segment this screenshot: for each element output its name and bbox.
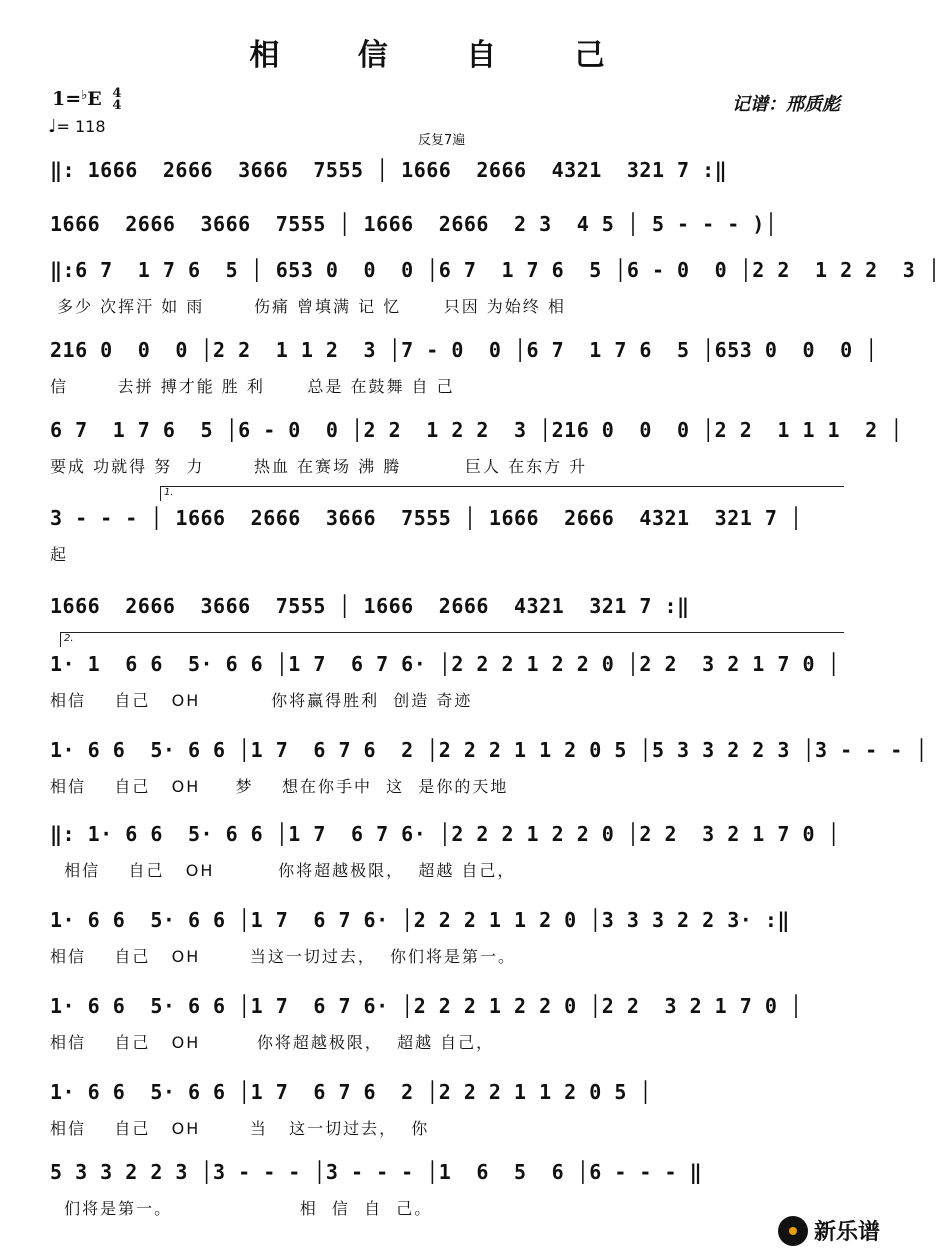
lyric-line: 相信 自己 OH 当这一切过去， 你们将是第一。	[50, 947, 517, 966]
vinyl-disc-icon	[778, 1216, 808, 1246]
lyric-line: 相信 自己 OH 你将超越极限， 超越 自己，	[50, 861, 516, 880]
score-system	[50, 1160, 840, 1222]
notation-line: 6 7 1 7 6 5 │6 - 0 0 │2 2 1 2 2 3 │216 0 0 0 │2 2 1 1 1 2 │	[50, 418, 903, 442]
notation-line: 1· 6 6 5· 6 6 │1 7 6 7 6· │2 2 2 1 1 2 0 │3 3 3 2 2 3· :‖	[50, 908, 790, 932]
score-system	[50, 258, 940, 320]
notation-line: 1· 6 6 5· 6 6 │1 7 6 7 6 2 │2 2 2 1 1 2 0 5 │	[50, 1080, 652, 1104]
site-logo[interactable]	[778, 1215, 880, 1246]
notation-line: 1· 1 6 6 5· 6 6 │1 7 6 7 6· │2 2 2 1 2 2 0 │2 2 3 2 1 7 0 │	[50, 652, 841, 676]
tempo-mark: ♩= 118	[48, 116, 106, 137]
key-signature: 1=♭E 4 4	[52, 86, 122, 113]
lyric-line: 多少 次挥汗 如 雨 伤痛 曾填满 记 忆 只因 为始终 相	[50, 297, 566, 316]
lyric-line: 起	[50, 545, 69, 564]
score-system	[50, 1080, 840, 1142]
transcriber-credit: 记谱：邢质彪	[732, 94, 840, 115]
score-system	[50, 994, 840, 1056]
notation-line: 1· 6 6 5· 6 6 │1 7 6 7 6 2 │2 2 2 1 1 2 0 5 │5 3 3 2 2 3 │3 - - - │	[50, 738, 928, 762]
lyric-line: 相信 自己 OH 你将超越极限， 超越 自己，	[50, 1033, 495, 1052]
volta-bracket-1: 1.	[160, 486, 844, 501]
notation-line: 1666 2666 3666 7555 │ 1666 2666 4321 321 7 :‖	[50, 594, 690, 618]
score-system	[50, 506, 840, 568]
volta-bracket-2: 2.	[60, 632, 844, 647]
score-system	[50, 822, 840, 884]
score-system	[50, 418, 903, 480]
lyric-line: 信 去拼 搏才能 胜 利 总是 在鼓舞 自 己	[50, 377, 455, 396]
score-system	[50, 338, 878, 400]
score-system	[50, 908, 840, 970]
score-system	[50, 652, 840, 714]
lyric-line: 相信 自己 OH 你将赢得胜利 创造 奇迹	[50, 691, 473, 710]
lyric-line: 相信 自己 OH 梦 想在你手中 这 是你的天地	[50, 777, 509, 796]
notation-line: ‖: 1· 6 6 5· 6 6 │1 7 6 7 6· │2 2 2 1 2 2 0 │2 2 3 2 1 7 0 │	[50, 822, 841, 846]
time-signature: 4 4	[112, 86, 122, 113]
song-title: 相 信 自 己	[249, 38, 639, 73]
score-system	[50, 594, 840, 656]
score-system	[50, 738, 928, 800]
quarter-note-icon: ♩	[48, 116, 57, 137]
notation-line: ‖: 1666 2666 3666 7555 │ 1666 2666 4321 321 7 :‖	[50, 158, 728, 182]
notation-line: 5 3 3 2 2 3 │3 - - - │3 - - - │1 6 5 6 │6 - - - ‖	[50, 1160, 703, 1184]
notation-line: 1666 2666 3666 7555 │ 1666 2666 2 3 4 5 │ 5 - - - )│	[50, 212, 778, 236]
notation-line: ‖:6 7 1 7 6 5 │ 653 0 0 0 │6 7 1 7 6 5 │6 - 0 0 │2 2 1 2 2 3 │	[50, 258, 940, 282]
flat-sign: ♭	[81, 88, 88, 103]
notation-line: 1· 6 6 5· 6 6 │1 7 6 7 6· │2 2 2 1 2 2 0 │2 2 3 2 1 7 0 │	[50, 994, 803, 1018]
lyric-line: 相信 自己 OH 当 这一切过去， 你	[50, 1119, 430, 1138]
notation-line: 216 0 0 0 │2 2 1 1 2 3 │7 - 0 0 │6 7 1 7 6 5 │653 0 0 0 │	[50, 338, 878, 362]
logo-text: 新乐谱	[813, 1220, 880, 1245]
notation-line: 3 - - - │ 1666 2666 3666 7555 │ 1666 2666 4321 321 7 │	[50, 506, 803, 530]
lyric-line: 们将是第一。 相 信 自 己。	[50, 1199, 433, 1218]
lyric-line: 要成 功就得 努 力 热血 在赛场 沸 腾 巨人 在东方 升	[50, 457, 588, 476]
score-system	[50, 158, 840, 220]
repeat-instruction: 反复7遍	[418, 133, 466, 148]
